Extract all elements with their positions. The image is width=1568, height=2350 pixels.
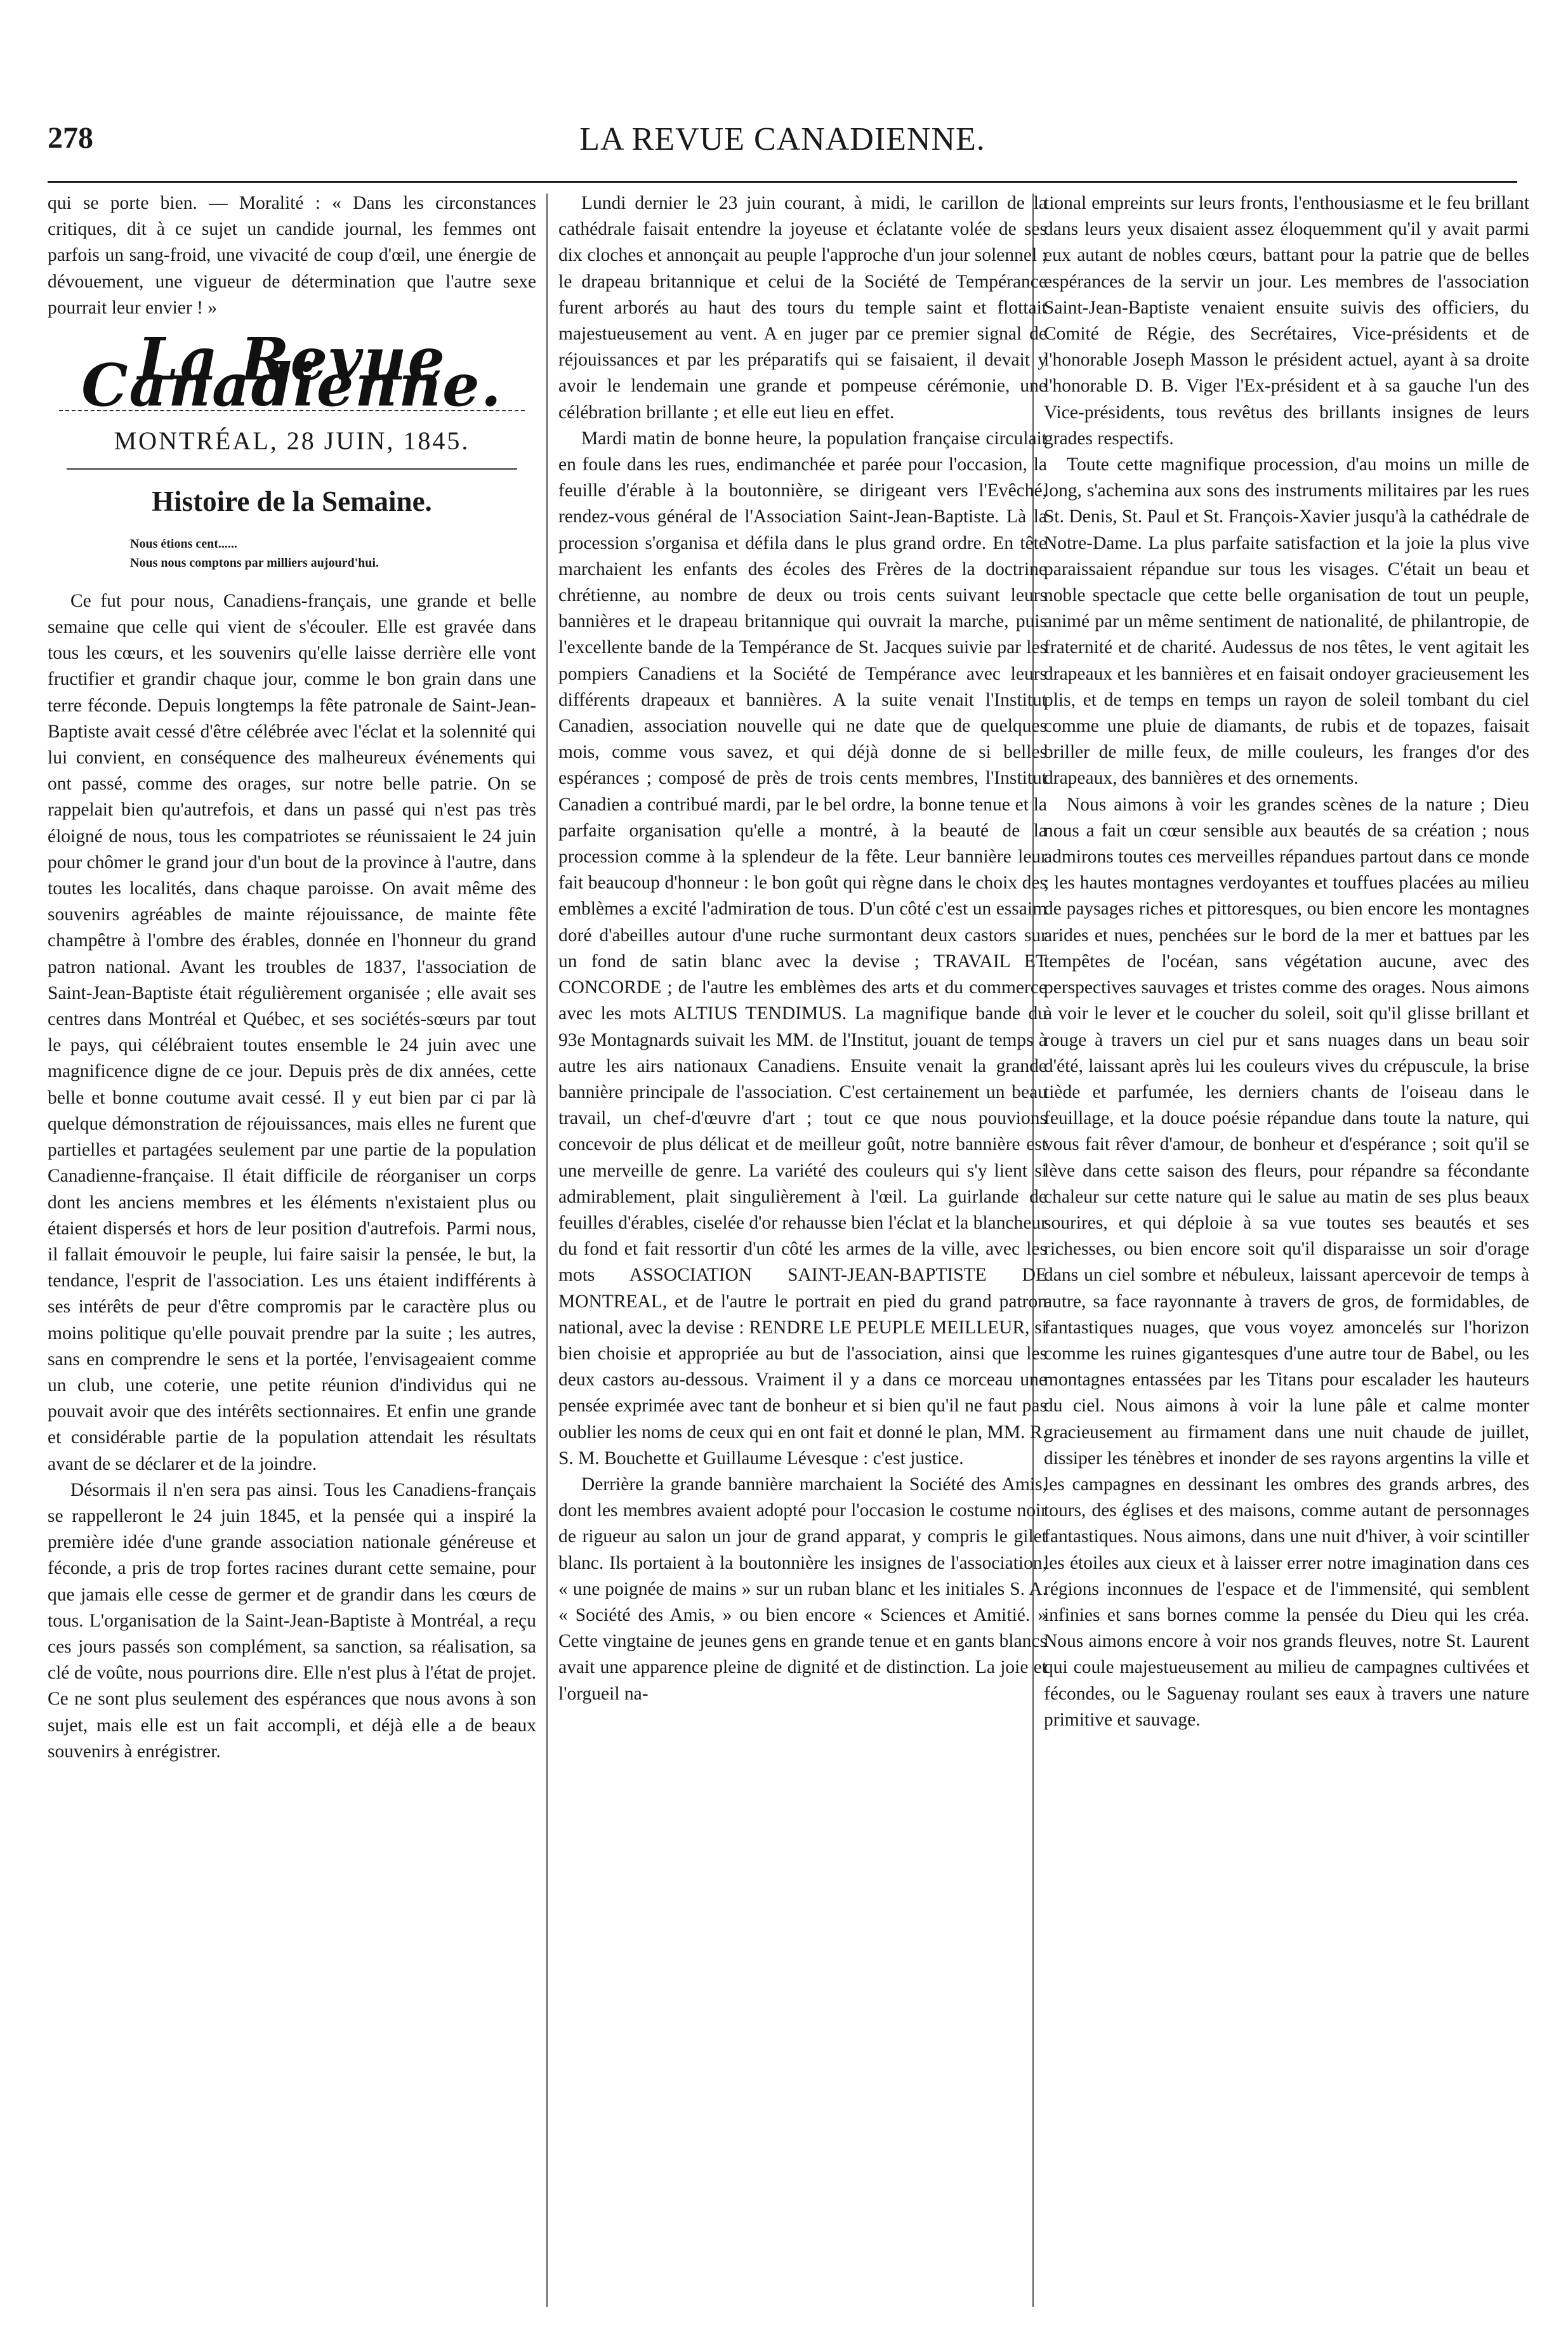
- body-paragraph: Derrière la grande bannière marchaient la Société des Amis, dont les membres avaient adopté pour l'occasion le costume noir de rigueur au salon un jour de grand apparat, y compris le gilet blanc. Ils portaient à la boutonnière les insignes de l'association, « une poignée de mains » sur un ruban blanc et les initiales S. A. « Société des Amis, » ou bien encore « Sciences et Amitié. » Cette vingtaine de jeunes gens en grande tenue et en gants blancs avait une apparence pleine de dignité et de distinction. La joie et l'orgueil na-: [558, 1474, 1047, 1704]
- body-paragraph: Nous aimons à voir les grandes scènes de la nature ; Dieu nous a fait un cœur sensible aux beautés de sa création ; nous admirons toutes ces merveilles répandues partout dans ce monde ; les hautes montagnes verdoyantes et touffues placées au milieu de paysages riches et pittoresques, ou bien encore les montagnes arides et nues, penchées sur le bord de la mer et battues par les tempêtes de l'océan, sans végétation aucune, avec des perspectives sauvages et tristes comme des orages. Nous aimons à voir le lever et le coucher du soleil, soit qu'il glisse brillant et rouge à travers un ciel pur et sans nuages dans un beau soir d'été, laissant après lui les couleurs vives du crépuscule, la brise tiède et parfumée, les derniers chants de l'oiseau dans le feuillage, et la douce poésie répandue dans toute la nature, qui vous fait rêver d'amour, de bonheur et d'espérance ; soit qu'il se lève dans cette saison des fleurs, pour répandre sa fécondante chaleur sur cette nature qui le salue au matin de ses plus beaux sourires, et qui déploie à sa vue toutes ses beautés et ses richesses, ou bien encore soit qu'il disparaisse un soir d'orage dans un ciel sombre et nébuleux, laissant apercevoir de temps à autre, sa face rayonnante à travers de gros, de formidables, de fantastiques nuages, que vous voyez amoncelés sur l'horizon comme les ruines gigantesques d'une autre tour de Babel, ou les montagnes entassées par les Titans pour escalader les hauteurs du ciel. Nous aimons à voir la lune pâle et calme monter gracieusement au firmament dans une nuit chaude de juillet, dissiper les ténèbres et inonder de ses rayons argentins la ville et les campagnes en dessinant les ombres des grands arbres, des tours, des églises et des maisons, comme autant de personnages fantastiques. Nous aimons, dans une nuit d'hiver, à voir scintiller les étoiles aux cieux et à laisser errer notre imagination dans ces régions inconnues de l'espace et de l'immensité, qui semblent infinies et sans bornes comme la pensée du Dieu qui les créa. Nous aimons encore à voir nos grands fleuves, notre St. Laurent qui coule majestueusement au milieu de campagnes cultivées et fécondes, ou le Saguenay roulant ses eaux à travers une nature primitive et sauvage.: [1044, 794, 1529, 1730]
- epigraph-line: Nous nous comptons par milliers aujourd'hui.: [130, 555, 379, 570]
- body-paragraph: Toute cette magnifique procession, d'au moins un mille de long, s'achemina aux sons des instruments militaires par les rues St. Denis, St. Paul et St. François-Xavier jusqu'à la cathédrale de Notre-Dame. La plus parfaite satisfaction et la joie la plus vive paraissaient répandue sur tous les visages. C'était un beau et noble spectacle que cette belle organisation de tout un peuple, animé par un même sentiment de nationalité, de philantropie, de fraternité et de charité. Audessus de nos têtes, le vent agitait les drapeaux et les bannières et en faisait ondoyer gracieusement les plis, et de temps en temps un rayon de soleil tombant du ciel comme une pluie de diamants, de rubis et de topazes, faisait briller de mille feux, de mille couleurs, les franges d'or des drapeaux, des bannières et des ornements.: [1044, 454, 1529, 789]
- column-1: [48, 190, 536, 2310]
- header-rule: [48, 181, 1517, 183]
- masthead: La Revue Canadienne.: [81, 325, 503, 420]
- dateline: MONTRÉAL, 28 JUIN, 1845.: [114, 426, 470, 456]
- body-paragraph: Désormais il n'en sera pas ainsi. Tous les Canadiens-français se rappelleront le 24 juin 1845, et la pensée qui a inspiré la première idée d'une grande association nationale généreuse et féconde, a pris de trop fortes racines durant cette semaine, pour que jamais elle cesse de germer et de grandir dans les cœurs de tous. L'organisation de la Saint-Jean-Baptiste à Montréal, a reçu ces jours passés son complément, sa sanction, sa réalisation, sa clé de voûte, nous pourrions dire. Elle n'est plus à l'état de projet. Ce ne sont plus seulement des espérances que nous avons à son sujet, mais elle est un fait accompli, et déjà elle a de beaux souvenirs à enrégistrer.: [48, 1479, 536, 1762]
- page-header: [48, 121, 1517, 171]
- running-title: LA REVUE CANADIENNE.: [579, 121, 985, 157]
- body-paragraph: Ce fut pour nous, Canadiens-français, une grande et belle semaine que celle qui vient de s'écouler. Elle est gravée dans tous les cœurs, et les souvenirs qu'elle laisse derrière elle vont fructifier et grandir chaque jour, comme le bon grain dans une terre féconde. Depuis longtemps la fête patronale de Saint-Jean-Baptiste avait cessé d'être célébrée avec l'éclat et la solennité qui lui convient, en conséquence des malheureux événements qui ont passé, comme des orages, sur notre belle patrie. On se rappelait bien qu'autrefois, et dans un passé qui n'est pas très éloigné de nous, tous les compatriotes se réunissaient le 24 juin pour chômer le grand jour d'un bout de la province à l'autre, dans toutes les localités, dans chaque paroisse. On avait même des souvenirs agréables de mainte réjouissance, de mainte fête champêtre à l'ombre des érables, donnée en l'honneur du grand patron national. Avant les troubles de 1837, l'association de Saint-Jean-Baptiste était régulièrement organisée ; elle avait ses centres dans Montréal et Québec, et ses sociétés-sœurs par tout le pays, qui célébraient toutes ensemble le 24 juin avec une magnificence digne de ce jour. Depuis près de dix années, cette belle et bonne coutume avait cessé. Il y eut bien par ci par là quelque démonstration de réjouissances, mais elles ne furent que partielles et partagées seulement par une partie de la population Canadienne-française. Il était difficile de réorganiser un corps dont les anciens membres et les éléments n'existaient plus ou étaient dispersés et hors de leur position d'autrefois. Parmi nous, il fallait émouvoir le peuple, lui faire saisir la pensée, le but, la tendance, l'esprit de l'association. Les uns étaient indifférents à ses intérêts de peur d'être compromis par le caractère plus ou moins politique qu'elle pouvait prendre par la suite ; les autres, sans en comprendre le sens et la portée, l'envisageaient comme un club, une coterie, une petite réunion d'individus qui ne pouvait avoir que des intérêts sectionnaires. Et enfin une grande et considérable partie de la population attendait les résultats avant de se déclarer et de la joindre.: [48, 590, 536, 1474]
- dateline-rule: [67, 468, 517, 470]
- continued-paragraph: qui se porte bien. — Moralité : « Dans les circonstances critiques, dit à ce sujet un candide journal, les femmes ont parfois un sang-froid, une vivacité de coup d'œil, une énergie de dévouement, une vigueur de détermination que l'autre sexe pourrait leur envier ! »: [48, 193, 536, 318]
- body-paragraph: tional empreints sur leurs fronts, l'enthousiasme et le feu brillant dans leurs yeux disaient assez éloquemment qu'il y avait parmi eux autant de nobles cœurs, battant pour la patrie que de belles espérances de la servir un jour. Les membres de l'association Saint-Jean-Baptiste venaient ensuite suivis des officiers, du Comité de Régie, des Secrétaires, Vice-présidents et de l'honorable Joseph Masson le président actuel, ayant à sa droite l'honorable D. B. Viger l'Ex-président et à sa gauche l'un des Vice-présidents, tous revêtus des brillants insignes de leurs grades respectifs.: [1044, 193, 1529, 449]
- column-divider: [546, 194, 548, 2307]
- body-paragraph: Mardi matin de bonne heure, la population française circulait en foule dans les rues, endimanchée et parée pour l'occasion, la feuille d'érable à la boutonnière, se dirigeant vers l'Evêché, rendez-vous général de l'Association Saint-Jean-Baptiste. Là la procession s'organisa et défila dans le plus grand ordre. En tête marchaient les enfants des écoles des Frères de la doctrine chrétienne, au nombre de deux ou trois cents suivant leurs bannières et le drapeau britannique qui ouvrait la marche, puis l'excellente bande de la Tempérance de St. Jacques suivie par les pompiers Canadiens et la Société de Tempérance avec leurs différents drapeaux et bannières. A la suite venait l'Institut Canadien, association nouvelle qui ne date que de quelques mois, comme vous savez, et qui déjà donne de si belles espérances ; composé de près de trois cents membres, l'Institut Canadien a contribué mardi, par le bel ordre, la bonne tenue et la parfaite organisation qu'elle a montré, à la beauté de la procession comme à la splendeur de la fête. Leur bannière leur fait beaucoup d'honneur : le bon goût qui règne dans le choix des emblèmes a excité l'admiration de tous. D'un côté c'est un essaim doré d'abeilles autour d'une ruche surmontant deux castors sur un fond de satin blanc avec la devise ; TRAVAIL ET CONCORDE ; de l'autre les emblèmes des arts et du commerce avec les mots ALTIUS TENDIMUS. La magnifique bande du 93e Montagnards suivait les MM. de l'Institut, jouant de temps à autre les airs nationaux Canadiens. Ensuite venait la grande bannière principale de l'association. C'est certainement un beau travail, un chef-d'œuvre d'art ; tout ce que nous pouvions concevoir de plus délicat et de meilleur goût, notre bannière est une merveille de genre. La variété des couleurs qui s'y lient si admirablement, plait singulièrement à l'œil. La guirlande de feuilles d'érables, ciselée d'or rehausse bien l'éclat et la blancheur du fond et fait ressortir d'un côté les armes de la ville, avec les mots ASSOCIATION SAINT-JEAN-BAPTISTE DE MONTREAL, et de l'autre le portrait en pied du grand patron national, avec la devise : RENDRE LE PEUPLE MEILLEUR, si bien choisie et appropriée au but de l'association, ainsi que les deux castors au-dessous. Vraiment il y a dans ce morceau une pensée exprimée avec tant de bonheur et si bien qu'il ne faut pas oublier les noms de ceux qui en ont fait et donné le plan, MM. R. S. M. Bouchette et Guillaume Lévesque : c'est justice.: [558, 428, 1047, 1469]
- body-paragraph: Lundi dernier le 23 juin courant, à midi, le carillon de la cathédrale faisait entendre la joyeuse et éclatante volée de ses dix cloches et annonçait au peuple l'approche d'un jour solennel ; le drapeau britannique et celui de la Société de Tempérance furent arborés au haut des tours du temple saint et flottait majestueusement au vent. A en juger par ce premier signal de réjouissances et par les préparatifs qui se faisaient, il devait y avoir le lendemain une grande et pompeuse cérémonie, une célébration brillante ; et elle eut lieu en effet.: [558, 193, 1047, 423]
- epigraph: [130, 535, 536, 572]
- epigraph-line: Nous étions cent......: [130, 536, 237, 551]
- column-3: [1044, 190, 1529, 2310]
- column-2: [558, 190, 1047, 2310]
- page-number: 278: [48, 121, 93, 155]
- section-heading: Histoire de la Semaine.: [152, 485, 432, 517]
